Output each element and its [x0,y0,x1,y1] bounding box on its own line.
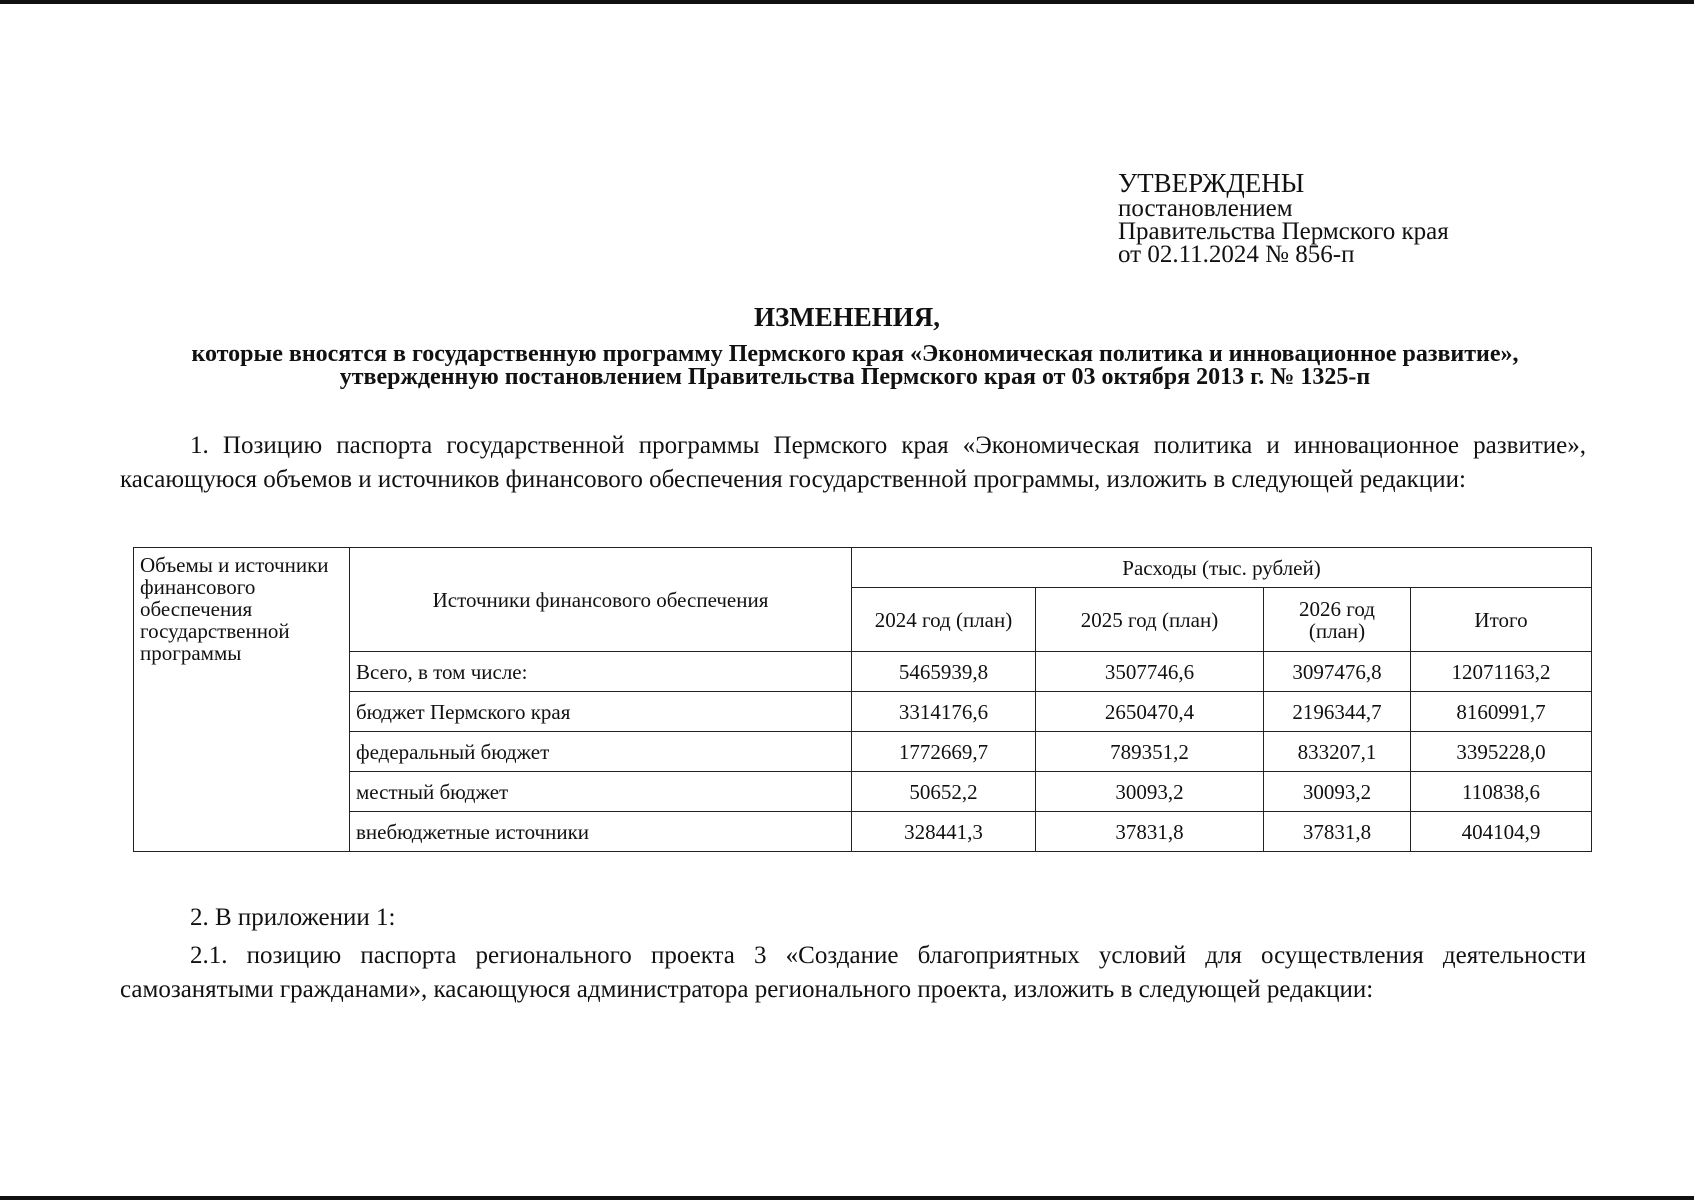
document-title: ИЗМЕНЕНИЯ, [753,302,940,332]
row-label: Всего, в том числе: [350,652,852,692]
table-row [134,772,1592,812]
cell-value: 1772669,7 [852,732,1036,772]
cell-value: 110838,6 [1411,772,1592,812]
cell-value: 5465939,8 [852,652,1036,692]
approval-stamp [1118,170,1449,266]
cell-value: 8160991,7 [1411,692,1592,732]
total-header: Итого [1411,588,1592,652]
row-label: местный бюджет [350,772,852,812]
cell-value: 30093,2 [1036,772,1264,812]
approval-line-1: УТВЕРЖДЕНЫ [1118,168,1305,198]
table-row [134,652,1592,692]
cell-value: 2650470,4 [1036,692,1264,732]
financing-table [133,547,1592,852]
table-row [134,812,1592,852]
cell-value: 37831,8 [1036,812,1264,852]
cell-value: 3314176,6 [852,692,1036,732]
row-label: внебюджетные источники [350,812,852,852]
scan-top-edge [0,0,1694,4]
cell-value: 12071163,2 [1411,652,1592,692]
expenses-header: Расходы (тыс. рублей) [852,548,1592,588]
approval-line-3: Правительства Пермского края [1118,218,1449,245]
scan-bottom-edge [0,1196,1694,1200]
paragraph-1: 1. Позицию паспорта государственной программы Пермского края «Экономическая политика и инновационное развитие», касающуюся объемов и источников финансового обеспечения государственной программы, изложить в следующей редакции: [120,432,1586,493]
year-header: 2026 год (план) [1264,588,1411,652]
cell-value: 3395228,0 [1411,732,1592,772]
row-label: федеральный бюджет [350,732,852,772]
paragraph-2: 2. В приложении 1: [190,904,396,931]
cell-value: 3507746,6 [1036,652,1264,692]
cell-value: 328441,3 [852,812,1036,852]
approval-line-2: постановлением [1118,195,1293,222]
cell-value: 30093,2 [1264,772,1411,812]
cell-value: 37831,8 [1264,812,1411,852]
cell-value: 50652,2 [852,772,1036,812]
year-header: 2024 год (план) [852,588,1036,652]
cell-value: 789351,2 [1036,732,1264,772]
table-row [134,732,1592,772]
document-subtitle: которые вносятся в государственную программу Пермского края «Экономическая политика и инновационное развитие», утвержденную постановлением Правительства Пермского края от 03 октября 2013 г. № 1325-п [191,341,1519,390]
cell-value: 404104,9 [1411,812,1592,852]
cell-value: 3097476,8 [1264,652,1411,692]
year-header: 2025 год (план) [1036,588,1264,652]
table-side-label: Объемы и источники финансового обеспечения государственной программы [134,548,350,852]
sources-header: Источники финансового обеспечения [350,548,852,652]
table-row [134,692,1592,732]
row-label: бюджет Пермского края [350,692,852,732]
paragraph-3: 2.1. позицию паспорта регионального проекта 3 «Создание благоприятных условий для осуществления деятельности самозанятыми гражданами», касающуюся администратора регионального проекта, изложить в следующей редакции: [120,942,1586,1003]
approval-line-4: от 02.11.2024 № 856-п [1118,241,1355,268]
cell-value: 833207,1 [1264,732,1411,772]
cell-value: 2196344,7 [1264,692,1411,732]
